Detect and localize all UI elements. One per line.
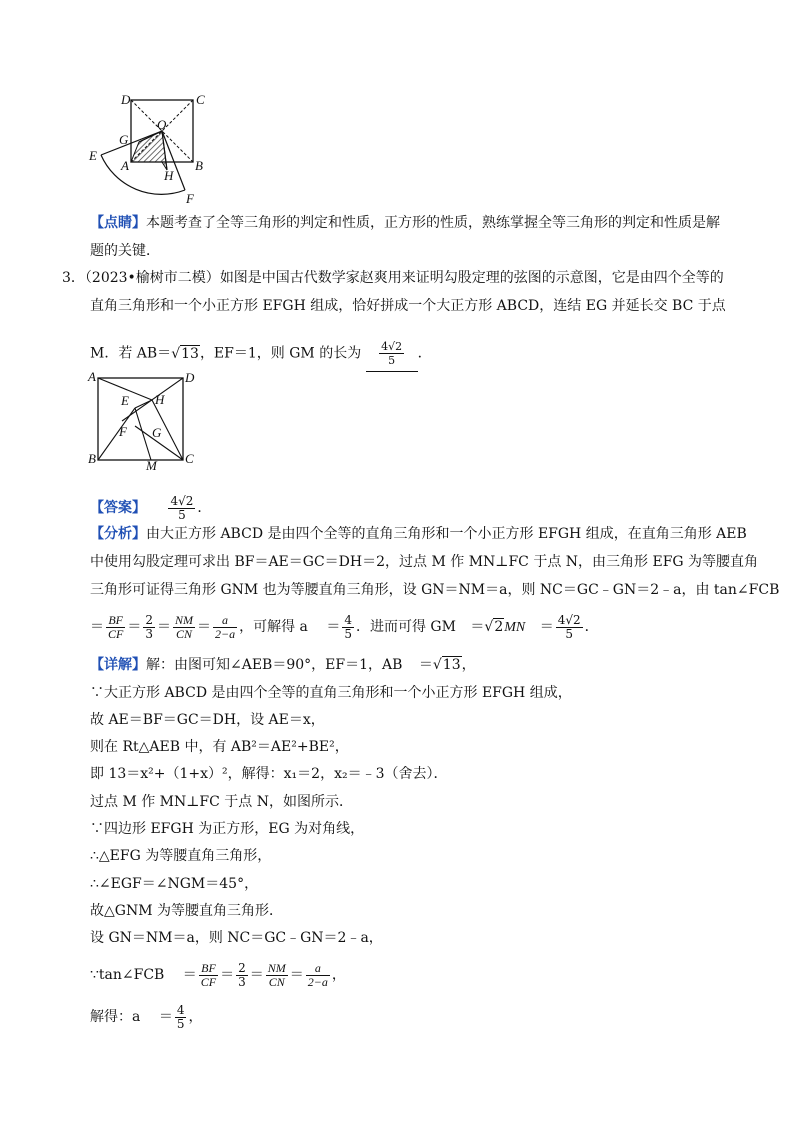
detail-frac-cn: CN (268, 974, 285, 989)
fig1-label-G: G (119, 132, 129, 147)
q3-sqrt13: √13 (171, 345, 199, 362)
answer-tag: 【答案】 (90, 500, 146, 516)
analysis-text-1: 由大正方形 ABCD 是由四个全等的直角三角形和一个小正方形 EFGH 组成，在直角三角形 AEB (146, 526, 747, 542)
analysis-sqrt2: √2 (484, 619, 504, 635)
fig1-label-D: D (121, 92, 131, 107)
answer-line (90, 490, 211, 526)
fig1-label-A: A (121, 158, 129, 173)
fig1-label-C: C (196, 92, 205, 107)
answer-den: 5 (178, 507, 186, 522)
analysis-line-1 (90, 524, 747, 544)
frac-4: 4 (344, 612, 352, 627)
frac-2a: 2−a (214, 626, 236, 641)
detail-tag: 【详解】 (90, 657, 146, 673)
answer-num: 4√2 (170, 493, 194, 508)
q3-ans-num: 4√2 (381, 339, 403, 353)
analysis-line-2: 中使用勾股定理可求出 BF＝AE＝GC＝DH＝2，过点 M 作 MN⊥FC 于点 N，由三角形 EFG 为等腰直角 (90, 554, 759, 570)
frac-3: 3 (145, 626, 153, 641)
fig2-label-D: D (185, 370, 195, 385)
detail-line-2: ∵大正方形 ABCD 是由四个全等的直角三角形和一个小正方形 EFGH 组成， (90, 685, 572, 701)
q3-text-1: 如图是中国古代数学家赵爽用来证明勾股定理的弦图的示意图，它是由四个全等的 (219, 270, 724, 286)
fig2-label-H: H (155, 392, 165, 407)
detail-line-11: 设 GN＝NM＝a，则 NC＝GC﹣GN＝2﹣a， (90, 930, 383, 946)
q3-line-2: 直角三角形和一个小正方形 EFGH 组成，恰好拼成一个大正方形 ABCD，连结 EG 并延长交 BC 于点 (90, 298, 726, 314)
frac-bf: BF (106, 614, 125, 628)
figure-square-rotation (85, 90, 215, 210)
analysis-res-num: 4√2 (557, 612, 581, 627)
detail-frac-nm: NM (267, 960, 286, 975)
q3-sqrt13-value: 13 (181, 345, 199, 362)
q3-number: 3． (62, 270, 85, 286)
detail-sqrt13: √13 (432, 657, 461, 673)
detail-sqrt13-value: 13 (442, 657, 461, 673)
analysis-sqrt2-value: 2 (494, 619, 504, 635)
dianjing-line-1 (90, 213, 720, 233)
frac-a: a (213, 614, 237, 628)
fig1-label-O: O (157, 117, 167, 132)
fig1-label-H: H (164, 168, 174, 183)
q3-ans-den: 5 (388, 353, 396, 367)
fig2-label-B: B (88, 451, 96, 466)
fig1-label-F: F (186, 191, 194, 206)
q3-period: ． (417, 345, 432, 362)
detail-line-12: ∵tan∠FCB ＝ $\frac{BF}{CF}$ ＝ $\frac{2}{3}$ ＝ $\frac{NM}{CN}$ ＝ $\frac{a}{2-a}$ ， (90, 960, 346, 989)
detail-line-9: ∴∠EGF＝∠NGM＝45°， (90, 876, 259, 892)
detail-line-7: ∵四边形 EFGH 为正方形，EG 为对角线， (90, 821, 365, 837)
detail-line-10: 故△GNM 为等腰直角三角形． (90, 903, 283, 919)
detail-line-13: 解得：a ＝ $\frac{4}{5}$ ， (90, 1002, 203, 1031)
detail-solve-label: 解得：a (90, 1009, 141, 1025)
frac-cn: CN (175, 626, 192, 641)
analysis-tag: 【分析】 (90, 526, 146, 542)
figure-zhao-shuang-diagram (85, 368, 205, 472)
fig2-label-M: M (146, 458, 157, 472)
detail-frac-2a: 2−a (307, 974, 328, 989)
analysis-solve-text: ，可解得 a (239, 619, 308, 635)
fig1-label-E: E (89, 148, 97, 163)
detail-line-4: 则在 Rt△AEB 中，有 AB²＝AE²+BE²， (90, 739, 349, 755)
analysis-eq1: ＝ (90, 619, 104, 635)
answer-period: ． (197, 500, 212, 516)
frac-cf: CF (108, 626, 124, 641)
q3-line-1 (62, 268, 724, 288)
analysis-line-3: 三角形可证得三角形 GNM 也为等腰直角三角形，设 GN＝NM＝a，则 NC＝GC﹣GN＝2﹣a，由 tan∠FCB (90, 582, 780, 598)
detail-frac-a: a (306, 962, 330, 976)
detail-line-5: 即 13＝x²+（1+x）²，解得：x₁＝2，x₂＝﹣3（舍去）． (90, 766, 448, 782)
detail-a-num: 4 (176, 1002, 185, 1017)
fig2-label-G: G (152, 425, 162, 440)
dianjing-text-1: 本题考查了全等三角形的判定和性质，正方形的性质，熟练掌握全等三角形的判定和性质是解 (146, 215, 720, 231)
analysis-res-den: 5 (565, 626, 573, 641)
q3-text-3a: M．若 AB＝ (90, 345, 172, 362)
analysis-line-4: ＝ $\frac{BF}{CF}$ ＝ $\frac{2}{3}$ ＝ $\frac{NM}{CN}$ ＝ $\frac{a}{2-a}$ ，可解得 a ＝ $\frac{4}{5}$ ．进而可得 GM ＝√2MN ＝ $\frac{4√2}{5}$ ． (90, 610, 599, 645)
fig2-label-A: A (88, 369, 96, 384)
detail-line-6: 过点 M 作 MN⊥FC 于点 N，如图所示． (90, 794, 354, 810)
q3-text-3b: ，EF＝1，则 GM 的长为 (199, 345, 362, 362)
detail-text-1: 解：由图可知∠AEB＝90°，EF＝1，AB (146, 657, 403, 673)
detail-line-8: ∴△EFG 为等腰直角三角形， (90, 848, 272, 864)
detail-frac-2: 2 (238, 960, 246, 975)
detail-frac-cf: CF (200, 974, 217, 989)
dianjing-line-2: 题的关键． (90, 243, 160, 259)
detail-frac-bf: BF (199, 962, 218, 976)
fig2-label-C: C (185, 451, 194, 466)
analysis-mn: MN (504, 620, 526, 635)
frac-nm: NM (174, 612, 193, 627)
dianjing-tag: 【点睛】 (90, 215, 146, 231)
fig1-label-B: B (195, 158, 203, 173)
frac-5: 5 (344, 626, 352, 641)
detail-line-1: 【详解】解：由图可知∠AEB＝90°，EF＝1，AB ＝√13， (90, 657, 476, 673)
detail-a-den: 5 (176, 1016, 185, 1031)
q3-line-3 (90, 335, 432, 372)
fig2-label-F: F (119, 424, 127, 439)
detail-tan-label: ∵tan∠FCB (90, 967, 165, 983)
fig2-label-E: E (121, 393, 129, 408)
frac-2: 2 (145, 612, 153, 627)
q3-answer-blank (366, 335, 418, 372)
analysis-next-text: ．进而可得 GM (355, 619, 456, 635)
q3-source: （2023•榆树市二模） (84, 270, 220, 286)
detail-frac-3: 3 (238, 974, 246, 989)
detail-line-3: 故 AE＝BF＝GC＝DH，设 AE＝x， (90, 712, 325, 728)
